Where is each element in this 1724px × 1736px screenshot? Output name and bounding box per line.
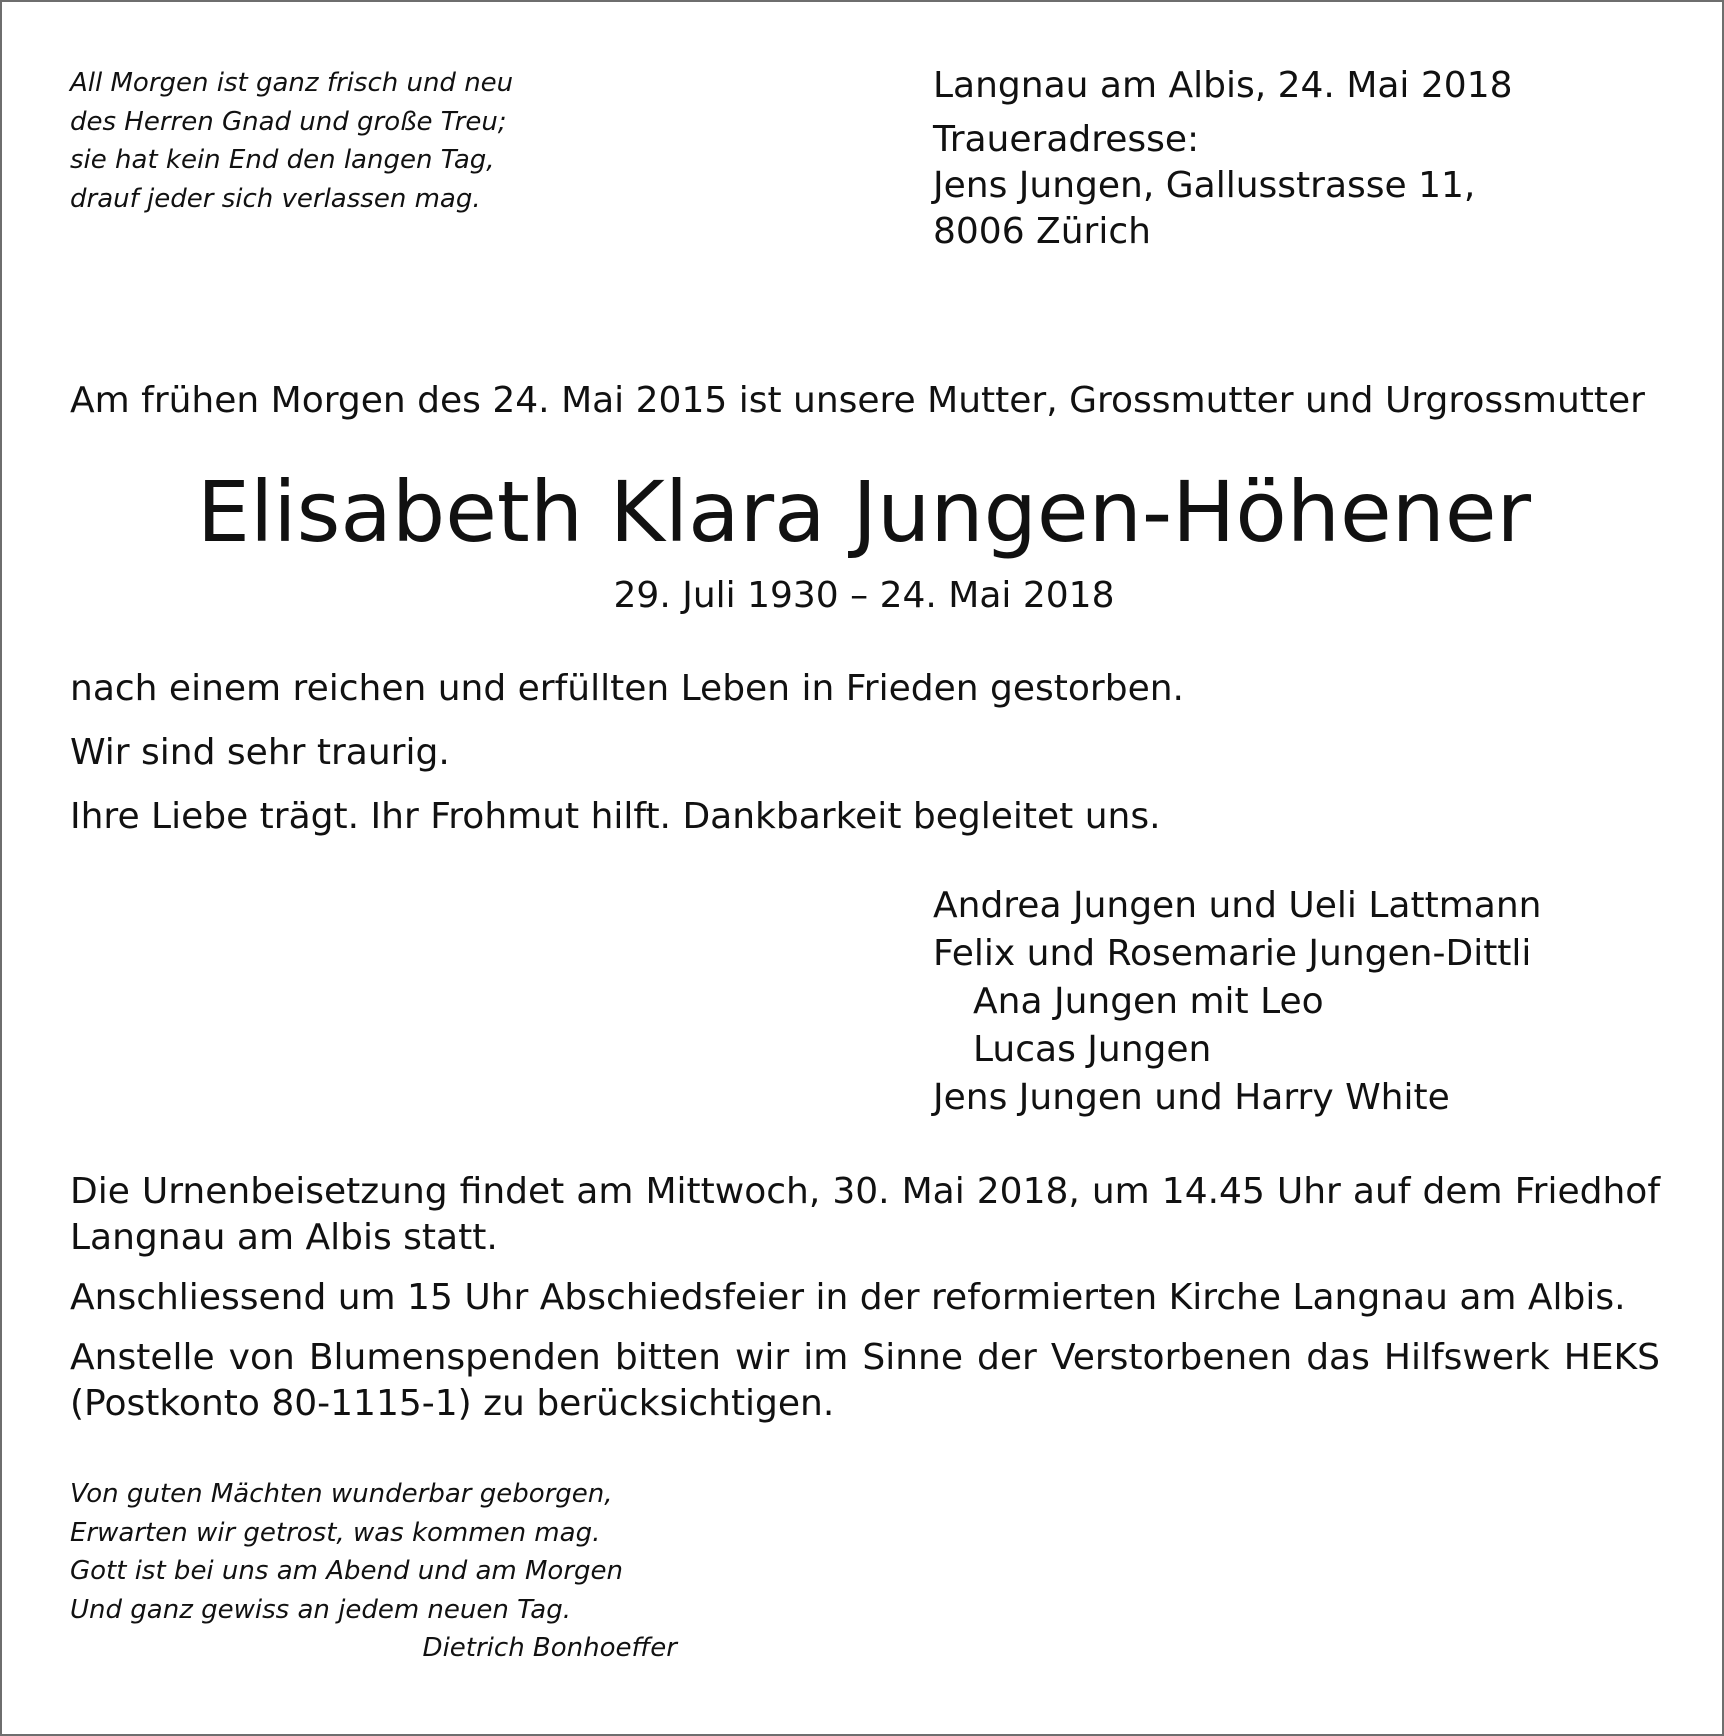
family-member: Andrea Jungen und Ueli Lattmann	[933, 885, 1542, 926]
life-dates: 29. Juli 1930 – 24. Mai 2018	[613, 575, 1115, 616]
donation-line: (Postkonto 80-1115-1) zu berücksichtigen.	[70, 1383, 835, 1424]
burial-notice	[70, 1169, 1660, 1261]
family-member: Ana Jungen mit Leo	[973, 981, 1324, 1022]
address-line: 8006 Zürich	[933, 211, 1151, 252]
verse-line: Von guten Mächten wunderbar geborgen,	[70, 1479, 613, 1509]
family-list	[933, 882, 1541, 1122]
donation-notice	[70, 1335, 1660, 1427]
burial-line: Die Urnenbeisetzung findet am Mittwoch, 30. Mai 2018, um 14.45 Uhr auf dem Friedhof	[70, 1171, 1660, 1212]
verse-line: Erwarten wir getrost, was kommen mag.	[70, 1517, 601, 1548]
verse-line: All Morgen ist ganz frisch und neu	[70, 68, 514, 98]
header-block	[933, 63, 1513, 255]
closing-verse	[70, 1475, 677, 1668]
family-member: Felix und Rosemarie Jungen-Dittli	[933, 933, 1532, 974]
burial-line: Langnau am Albis statt.	[70, 1217, 498, 1258]
verse-line: des Herren Gnad und große Treu;	[70, 106, 507, 137]
notices-block	[70, 1169, 1660, 1441]
statement-line: Ihre Liebe trägt. Ihr Frohmut hilft. Dankbarkeit begleitet uns.	[70, 796, 1161, 837]
verse-line: drauf jeder sich verlassen mag.	[70, 183, 481, 214]
verse-line: Gott ist bei uns am Abend und am Morgen	[70, 1556, 624, 1586]
intro-text: Am frühen Morgen des 24. Mai 2015 ist unsere Mutter, Grossmutter und Urgrossmutter	[70, 380, 1645, 421]
ceremony-line: Anschliessend um 15 Uhr Abschiedsfeier in der reformierten Kirche Langnau am Albis.	[70, 1277, 1626, 1318]
verse-line: Und ganz gewiss an jedem neuen Tag.	[70, 1594, 571, 1625]
deceased-name: Elisabeth Klara Jungen-Höhener	[196, 463, 1532, 561]
statement-line: nach einem reichen und erfüllten Leben in Frieden gestorben.	[70, 668, 1184, 709]
family-member: Jens Jungen und Harry White	[933, 1077, 1450, 1118]
place-date: Langnau am Albis, 24. Mai 2018	[933, 65, 1513, 106]
family-member: Lucas Jungen	[973, 1029, 1212, 1070]
statement-line: Wir sind sehr traurig.	[70, 732, 450, 773]
verse-author: Dietrich Bonhoeffer	[422, 1633, 677, 1663]
verse-line: sie hat kein End den langen Tag,	[70, 145, 495, 175]
address-line: Jens Jungen, Gallusstrasse 11,	[933, 165, 1476, 206]
statements-block	[70, 666, 1184, 858]
address-label: Traueradresse:	[933, 119, 1200, 160]
opening-verse	[70, 64, 513, 218]
ceremony-notice	[70, 1275, 1660, 1321]
donation-line: Anstelle von Blumenspenden bitten wir im Sinne der Verstorbenen das Hilfswerk HEKS	[70, 1337, 1660, 1378]
